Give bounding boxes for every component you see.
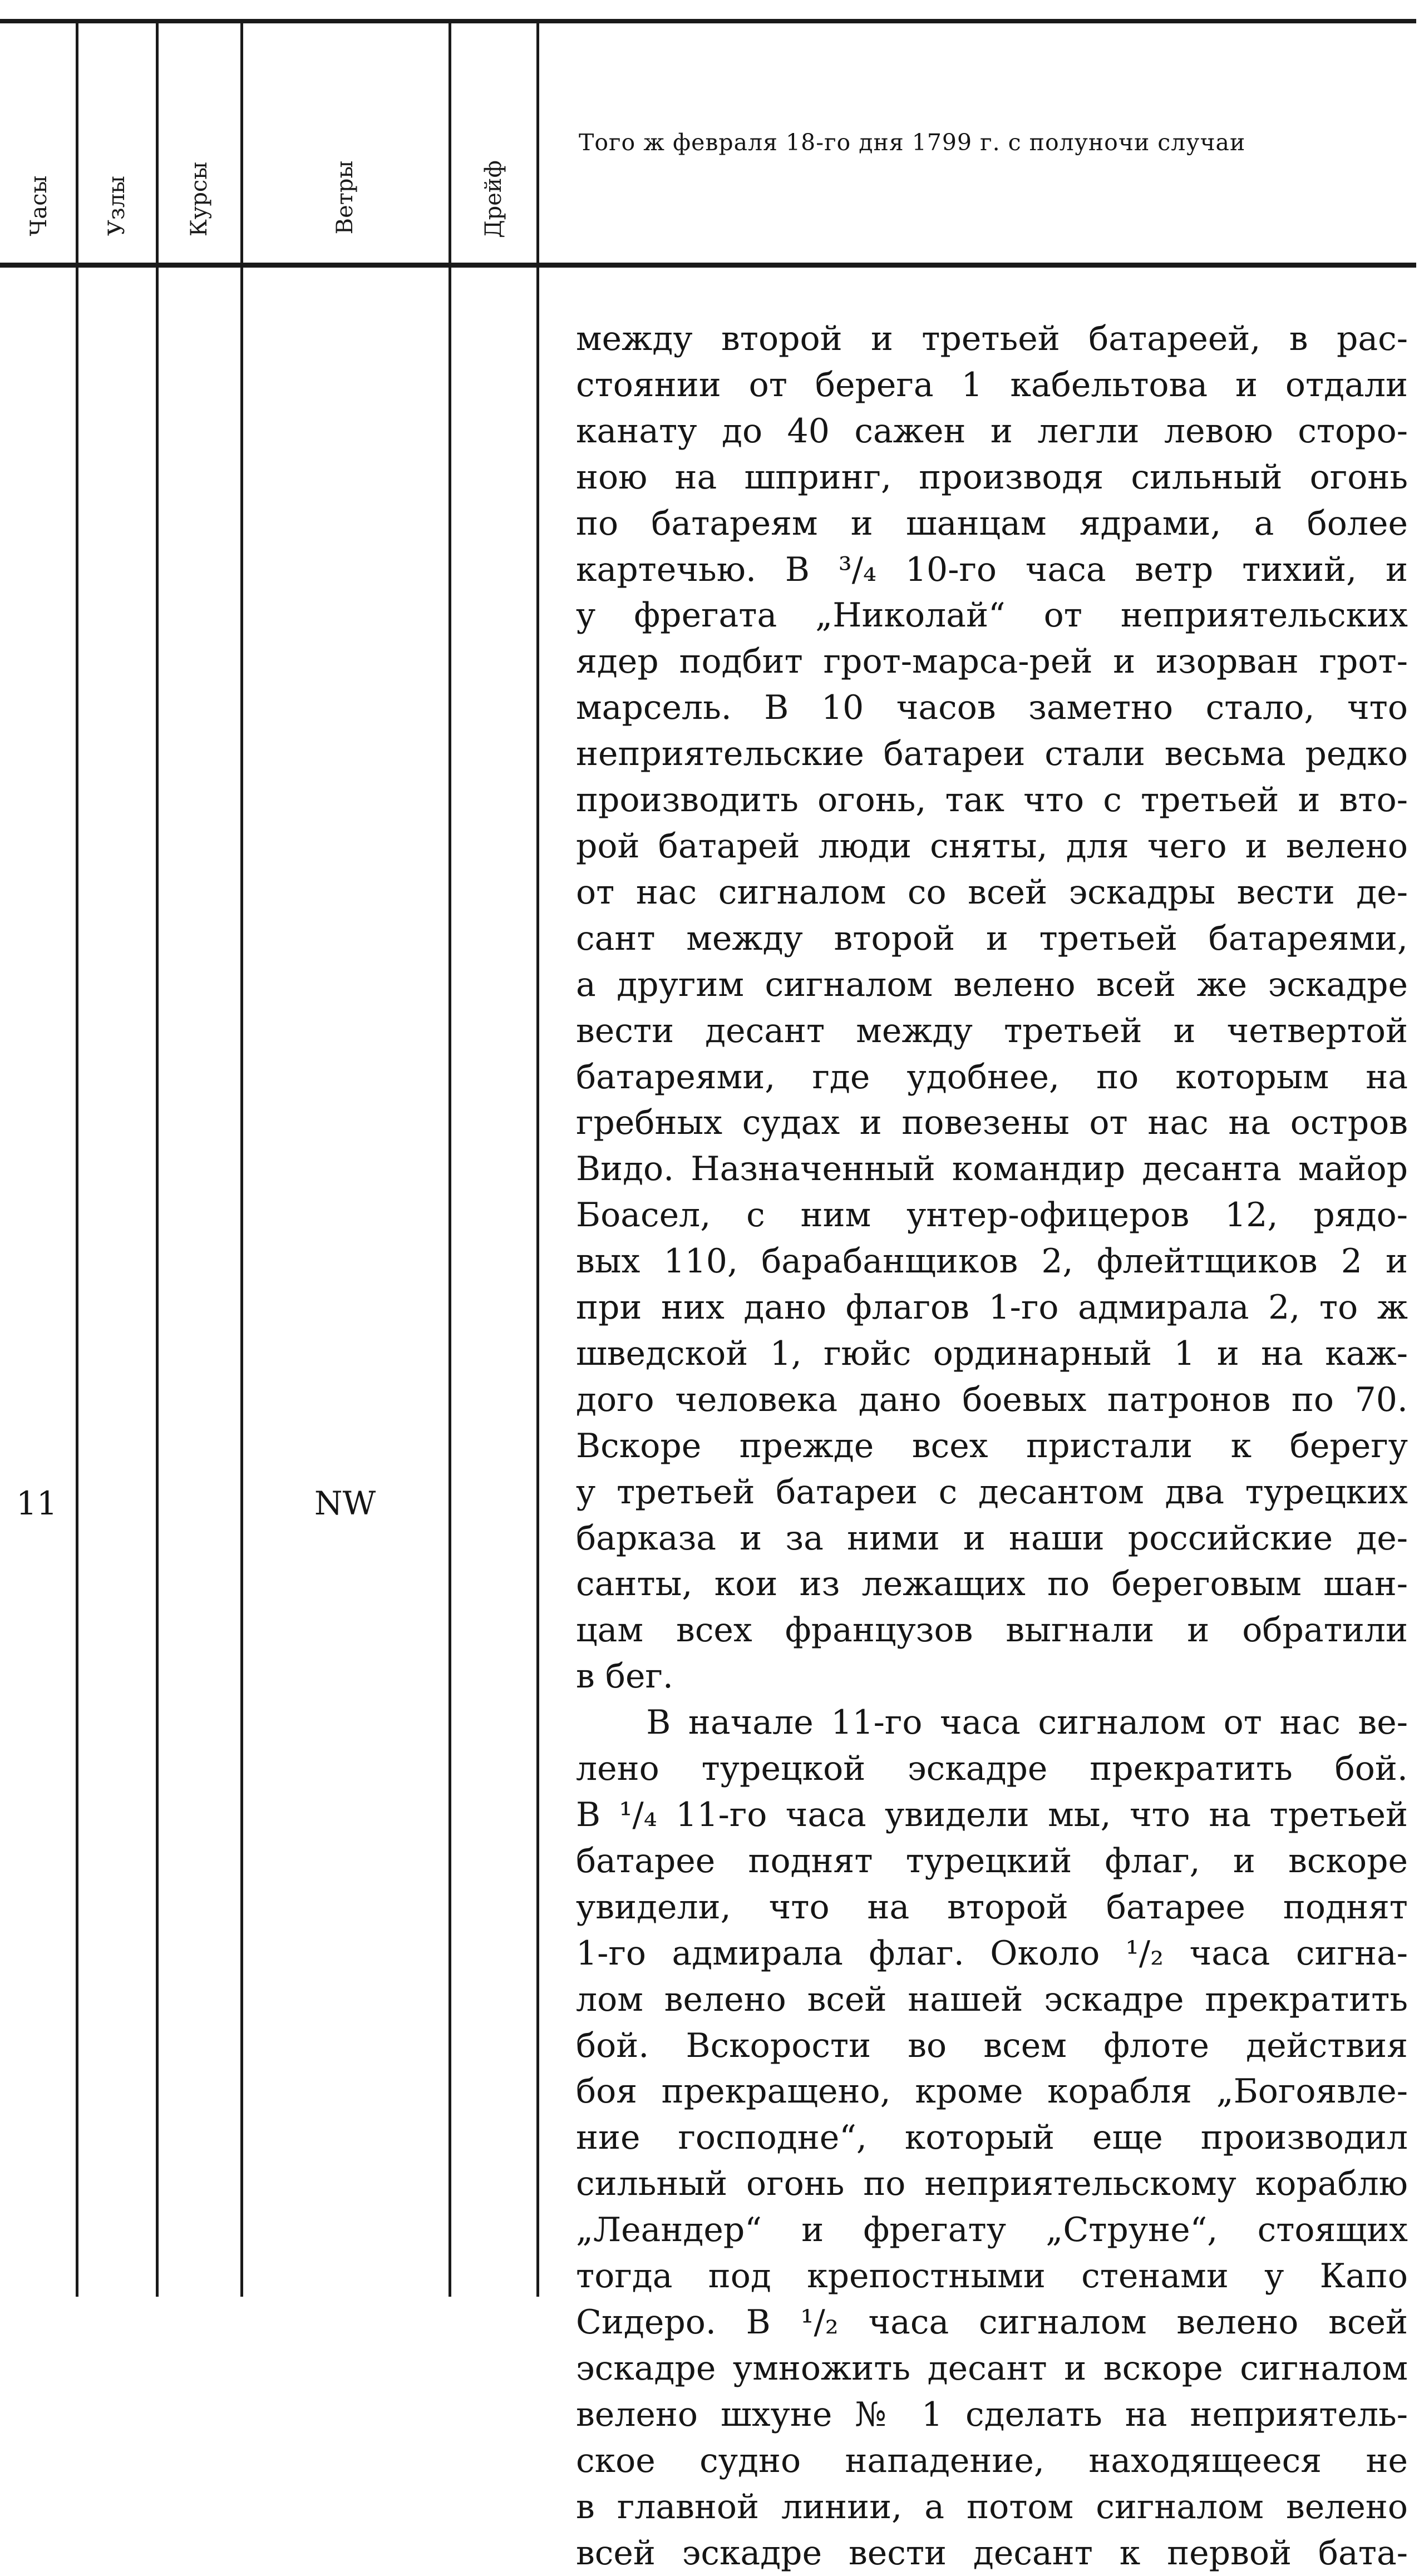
text-line: неприятельские батареи стали весьма редко [576, 731, 1408, 777]
column-divider-5 [536, 23, 539, 2297]
text-line: В ¹/₄ 11-го часа увидели мы, что на третьей [576, 1792, 1408, 1838]
text-line: барказа и за ними и наши российские де- [576, 1516, 1408, 1562]
text-line: батареями, где удобнее, по которым на [576, 1054, 1408, 1101]
text-line: вых 110, барабанщиков 2, флейтщиков 2 и [576, 1238, 1408, 1285]
text-line: боя прекращено, кроме корабля „Богоявле- [576, 2069, 1408, 2115]
text-line: гребных судах и повезены от нас на остров [576, 1100, 1408, 1146]
text-line: канату до 40 сажен и легли левою сторо- [576, 408, 1408, 455]
text-line: Видо. Назначенный командир десанта майор [576, 1146, 1408, 1192]
column-header-winds: Ветры [332, 161, 358, 235]
events-column-header: Того ж февраля 18-го дня 1799 г. с полуночи случаи [579, 129, 1402, 156]
text-line: батарее поднят турецкий флаг, и вскоре [576, 1838, 1408, 1884]
text-line: Сидеро. В ¹/₂ часа сигналом велено всей [576, 2299, 1408, 2346]
text-line: санты, кои из лежащих по береговым шан- [576, 1561, 1408, 1607]
text-line: между второй и третьей батареей, в рас- [576, 316, 1408, 362]
text-line: сант между второй и третьей батареями, [576, 916, 1408, 962]
text-line: ною на шпринг, производя сильный огонь [576, 455, 1408, 501]
header-bottom-rule [0, 263, 1416, 268]
column-header-courses: Курсы [186, 162, 212, 236]
text-line: а другим сигналом велено всей же эскадре [576, 962, 1408, 1008]
text-line: у фрегата „Николай“ от неприятельских [576, 593, 1408, 639]
text-line: рой батарей люди сняты, для чего и велено [576, 823, 1408, 870]
text-line: увидели, что на второй батарее поднят [576, 1884, 1408, 1931]
text-line: бой. Вскорости во всем флоте действия [576, 2023, 1408, 2069]
text-line: картечью. В ³/₄ 10-го часа ветр тихий, и [576, 547, 1408, 593]
text-line: у третьей батареи с десантом два турецких [576, 1469, 1408, 1516]
text-line: шведской 1, гюйс ординарный 1 и на каж- [576, 1331, 1408, 1377]
top-rule [0, 19, 1416, 23]
text-line: производить огонь, так что с третьей и вто- [576, 777, 1408, 823]
wind-value: NW [314, 1484, 376, 1522]
text-line: от нас сигналом со всей эскадры вести де- [576, 870, 1408, 916]
text-line: тогда под крепостными стенами у Капо [576, 2253, 1408, 2299]
text-line: вести десант между третьей и четвертой [576, 1008, 1408, 1054]
text-line: всей эскадре вести десант к первой бата- [576, 2530, 1408, 2576]
text-line: Боасел, с ним унтер-офицеров 12, рядо- [576, 1192, 1408, 1238]
text-line: ние господне“, который еще производил [576, 2115, 1408, 2161]
column-divider-4 [449, 23, 451, 2297]
log-entry-text [576, 316, 1408, 2576]
column-divider-1 [76, 23, 78, 2297]
text-line: 1-го адмирала флаг. Около ¹/₂ часа сигна- [576, 1931, 1408, 1977]
text-line: стоянии от берега 1 кабельтова и отдали [576, 362, 1408, 408]
text-line: лом велено всей нашей эскадре прекратить [576, 1977, 1408, 2023]
text-line: ядер подбит грот-марса-рей и изорван грот- [576, 639, 1408, 685]
text-line: „Леандер“ и фрегату „Струне“, стоящих [576, 2207, 1408, 2253]
column-header-knots: Узлы [104, 176, 130, 236]
column-header-drift: Дрейф [481, 160, 506, 238]
text-line: лено турецкой эскадре прекратить бой. [576, 1746, 1408, 1792]
hour-value: 11 [16, 1484, 57, 1522]
text-line: ское судно нападение, находящееся не [576, 2438, 1408, 2484]
text-line: в бег. [576, 1654, 1408, 1700]
text-line: при них дано флагов 1-го адмирала 2, то ж [576, 1285, 1408, 1331]
text-line: сильный огонь по неприятельскому кораблю [576, 2161, 1408, 2207]
column-header-hours: Часы [26, 175, 52, 236]
text-line: марсель. В 10 часов заметно стало, что [576, 685, 1408, 731]
text-line: в главной линии, а потом сигналом велено [576, 2484, 1408, 2530]
text-line: дого человека дано боевых патронов по 70. [576, 1377, 1408, 1423]
text-line: эскадре умножить десант и вскоре сигналом [576, 2346, 1408, 2392]
text-line: В начале 11-го часа сигналом от нас ве- [576, 1700, 1408, 1746]
column-divider-3 [240, 23, 243, 2297]
text-line: цам всех французов выгнали и обратили [576, 1607, 1408, 1654]
column-divider-2 [156, 23, 159, 2297]
text-line: по батареям и шанцам ядрами, а более [576, 501, 1408, 547]
text-line: велено шхуне № 1 сделать на неприятель- [576, 2392, 1408, 2438]
text-line: Вскоре прежде всех пристали к берегу [576, 1423, 1408, 1469]
